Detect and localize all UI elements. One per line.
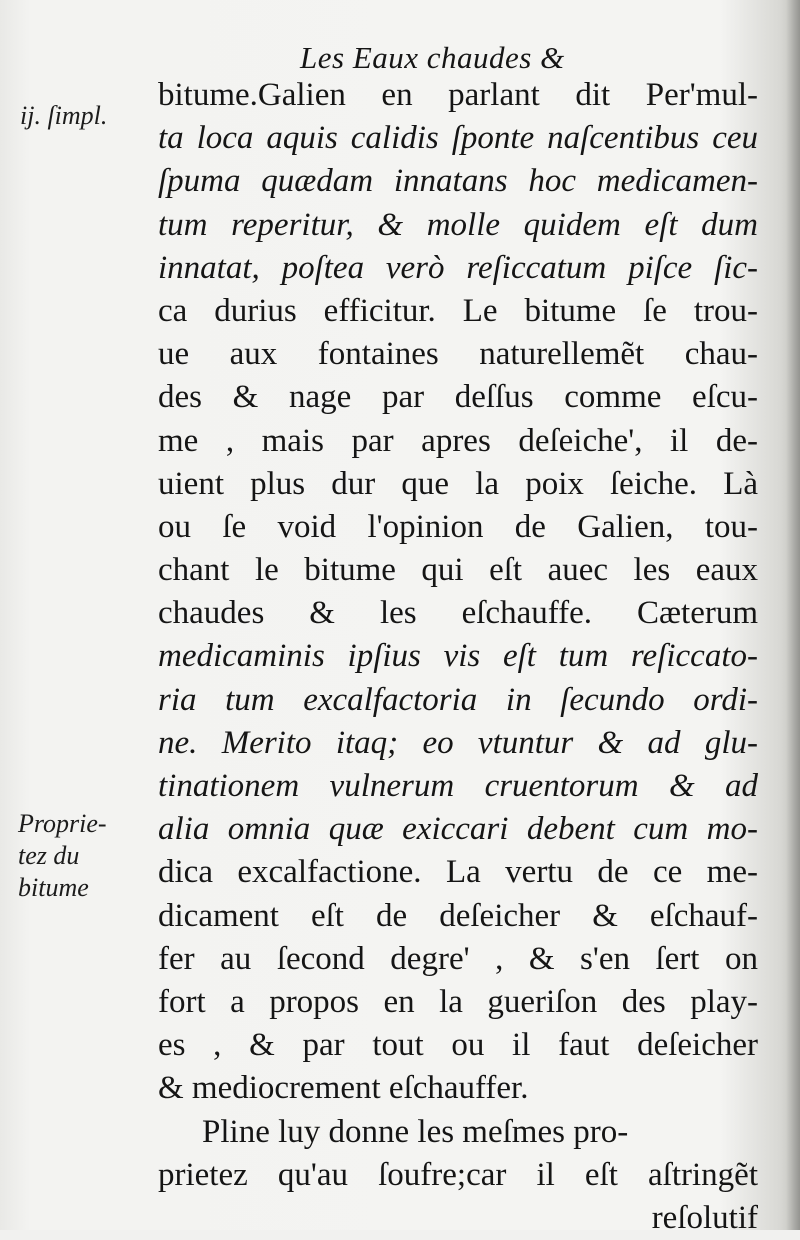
text-line: ne. Merito itaq; eo vtuntur & ad glu- xyxy=(158,724,758,761)
margin-note-line: bitume xyxy=(18,873,89,902)
text-line: uient plus dur que la poix ſeiche. Là xyxy=(158,465,758,502)
text-line: dica excalfactione. La vertu de ce me- xyxy=(158,854,758,891)
body-text xyxy=(158,74,758,1240)
text-line: ca durius efficitur. Le bitume ſe trou- xyxy=(158,292,758,329)
text-line: & mediocrement eſchauffer. xyxy=(158,1070,529,1107)
margin-note-simpl: ij. ſimpl. xyxy=(20,101,108,130)
text-line: Pline luy donne les meſmes pro- xyxy=(202,1113,629,1150)
text-line: alia omnia quæ exiccari debent cum mo- xyxy=(158,811,758,848)
text-line: es , & par tout ou il faut deſeicher xyxy=(158,1027,758,1064)
text-line: reſolutif xyxy=(651,1199,758,1236)
text-line: des & nage par deſſus comme eſcu- xyxy=(158,379,758,416)
text-line: fer au ſecond degre' , & s'en ſert on xyxy=(158,940,758,977)
text-line: chant le bitume qui eſt auec les eaux xyxy=(158,552,758,589)
text-line: prietez qu'au ſoufre;car il eſt aſtringẽt xyxy=(158,1156,758,1193)
margin-note-line: tez du xyxy=(18,841,80,870)
text-line: ue aux fontaines naturellemẽt chau- xyxy=(158,336,758,373)
text-line: ria tum excalfactoria in ſecundo ordi- xyxy=(158,681,758,718)
text-line: dicament eſt de deſeicher & eſchauf- xyxy=(158,897,758,934)
text-line: tinationem vulnerum cruentorum & ad xyxy=(158,768,758,804)
text-line: tum reperitur, & molle quidem eſt dum xyxy=(158,206,758,243)
text-line: chaudes & les eſchauffe. Cæterum xyxy=(158,595,758,632)
page-edge-shadow xyxy=(786,0,800,1230)
text-line: ou ſe void l'opinion de Galien, tou- xyxy=(158,508,758,545)
running-head: Les Eaux chaudes & xyxy=(300,40,565,75)
text-line: innatat, poſtea verò reſiccatum piſce ſic- xyxy=(158,249,758,286)
text-line: fort a propos en la gueriſon des play- xyxy=(158,983,758,1020)
text-line: me , mais par apres deſeiche', il de- xyxy=(158,422,758,459)
text-line: bitume.Galien en parlant dit Per'mul- xyxy=(158,77,758,113)
text-line: ta loca aquis calidis ſponte naſcentibus ceu xyxy=(158,120,758,157)
margin-note-line: Proprie- xyxy=(18,809,107,838)
text-line: medicaminis ipſius vis eſt tum reſiccato- xyxy=(158,638,758,675)
text-line: ſpuma quædam innatans hoc medicamen- xyxy=(158,163,758,200)
margin-note-proprietes xyxy=(18,808,107,904)
